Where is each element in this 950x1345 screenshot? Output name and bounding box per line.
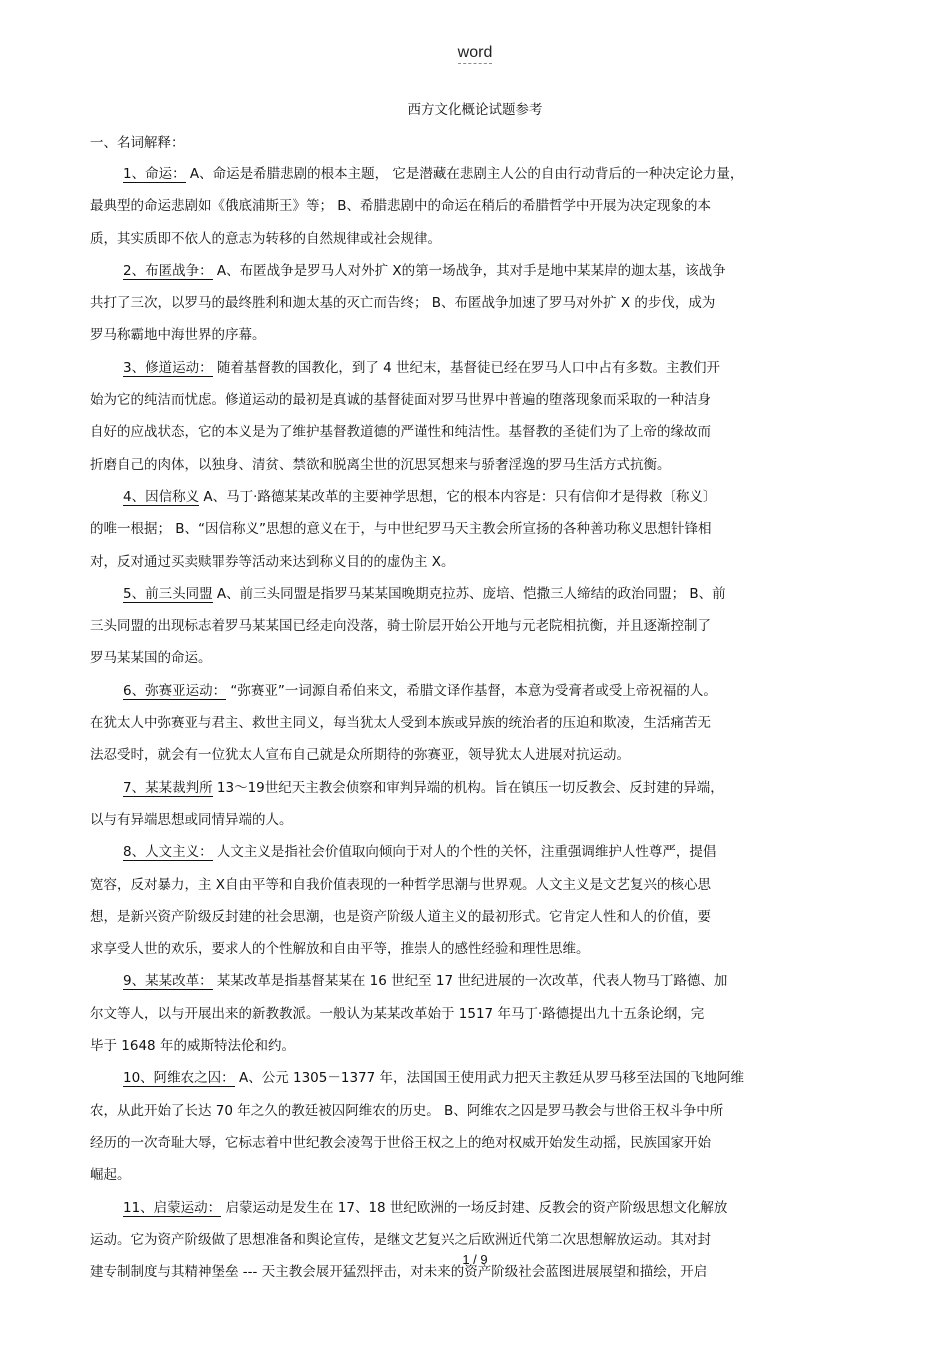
entry-line	[90, 869, 880, 901]
glossary-entry	[90, 481, 880, 578]
entry-text: 13～19世纪天主教会侦察和审判异端的机构。旨在镇压一切反教会、反封建的异端，	[212, 779, 724, 796]
entry-line	[90, 1127, 880, 1159]
entry-text: “弥赛亚”一词源自希伯来文，希腊文译作基督，本意为受膏者或受上帝祝福的人。	[226, 682, 717, 699]
entry-text: 崛起。	[90, 1167, 131, 1184]
entry-text: 尔文等人，以与开展出来的新教教派。一般认为某某改革始于 1517 年马丁·路德提出九十五条论纲，完	[90, 1005, 705, 1022]
entry-line	[90, 384, 880, 416]
entry-line	[90, 804, 880, 836]
entry-text: A、公元 1305－1377 年，法国国王使用武力把天主教廷从罗马移至法国的飞地阿维	[234, 1070, 745, 1087]
section-heading: 一、名词解释：	[90, 135, 185, 151]
entry-line	[90, 352, 880, 384]
glossary-entry	[90, 675, 880, 772]
glossary-entry	[90, 772, 880, 837]
entry-text: 人文主义是指社会价值取向倾向于对人的个性的关怀，注重强调维护人性尊严，提倡	[212, 844, 717, 861]
entry-line	[90, 578, 880, 610]
entry-line	[90, 416, 880, 448]
entry-line	[90, 1159, 880, 1191]
entry-line	[90, 1062, 880, 1094]
entry-line	[90, 933, 880, 965]
entry-text: 想，是新兴资产阶级反封建的社会思潮，也是资产阶级人道主义的最初形式。它肯定人性和人的价值，要	[90, 908, 711, 925]
entry-text: 罗马某某国的命运。	[90, 650, 212, 667]
entry-line	[90, 449, 880, 481]
entry-term: 6、弥赛亚运动：	[123, 682, 227, 699]
entry-line	[90, 1192, 880, 1224]
entry-text: 在犹太人中弥赛亚与君主、救世主同义，每当犹太人受到本族或异族的统治者的压迫和欺凌，生活痛苦无	[90, 715, 711, 732]
glossary-entry	[90, 255, 880, 352]
entry-text: A、布匿战争是罗马人对外扩 X的第一场战争，其对手是地中某某岸的迦太基，该战争	[212, 262, 726, 279]
entry-text: 以与有异端思想或同情异端的人。	[90, 811, 293, 828]
entry-line	[90, 836, 880, 868]
entry-text: 对，反对通过买卖赎罪券等活动来达到称义目的的虚伪主 X。	[90, 553, 455, 570]
entry-line	[90, 772, 880, 804]
entry-line	[90, 481, 880, 513]
entry-term: 3、修道运动：	[123, 359, 213, 376]
entry-text: 法忍受时，就会有一位犹太人宣布自己就是众所期待的弥赛亚，领导犹太人进展对抗运动。	[90, 747, 630, 764]
page-header: word	[0, 44, 950, 62]
entry-line	[90, 642, 880, 674]
entry-text: A、前三头同盟是指罗马某某国晚期克拉苏、庞培、恺撒三人缔结的政治同盟； B、前	[212, 585, 726, 602]
entry-text: 求享受人世的欢乐，要求人的个性解放和自由平等，推崇人的感性经验和理性思维。	[90, 941, 590, 958]
entry-term: 2、布匿战争：	[123, 262, 213, 279]
entry-text: 折磨自己的肉体，以独身、清贫、禁欲和脱离尘世的沉思冥想来与骄奢淫逸的罗马生活方式抗衡。	[90, 456, 671, 473]
entry-text: 经历的一次奇耻大辱，它标志着中世纪教会凌驾于世俗王权之上的绝对权威开始发生动摇，民族国家开始	[90, 1134, 711, 1151]
entry-text: A、马丁·路德某某改革的主要神学思想，它的根本内容是：只有信仰才是得救〔称义〕	[199, 488, 717, 505]
entry-text: 运动。它为资产阶级做了思想准备和舆论宣传，是继文艺复兴之后欧洲近代第二次思想解放运动。其对封	[90, 1231, 711, 1248]
entry-line	[90, 287, 880, 319]
entry-text: 的唯一根据； B、“因信称义”思想的意义在于，与中世纪罗马天主教会所宣扬的各种善功称义思想针锋相	[90, 521, 712, 538]
entry-line	[90, 1030, 880, 1062]
entry-text: 启蒙运动是发生在 17、18 世纪欧洲的一场反封建、反教会的资产阶级思想文化解放	[221, 1199, 728, 1216]
entry-term: 7、某某裁判所	[123, 779, 213, 796]
entry-text: 某某改革是指基督某某在 16 世纪至 17 世纪进展的一次改革，代表人物马丁路德、加	[212, 973, 728, 990]
entry-line	[90, 190, 880, 222]
page-number: 1 / 9	[462, 1252, 488, 1267]
entry-line	[90, 255, 880, 287]
entry-line	[90, 901, 880, 933]
entry-text: 自好的应战状态，它的本义是为了维护基督教道德的严谨性和纯洁性。基督教的圣徒们为了上帝的缘故而	[90, 424, 711, 441]
entry-text: 始为它的纯洁而忧虑。修道运动的最初是真诚的基督徒面对罗马世界中普遍的堕落现象而采取的一种洁身	[90, 392, 711, 409]
entry-text: 质，其实质即不依人的意志为转移的自然规律或社会规律。	[90, 230, 441, 247]
entry-line	[90, 610, 880, 642]
entry-text: 三头同盟的出现标志着罗马某某国已经走向没落，骑士阶层开始公开地与元老院相抗衡，并且逐渐控制了	[90, 618, 711, 635]
glossary-entry	[90, 578, 880, 675]
entry-line	[90, 223, 880, 255]
entry-line	[90, 1095, 880, 1127]
entry-line	[90, 158, 880, 190]
entry-line	[90, 319, 880, 351]
document-title: 西方文化概论试题参考	[407, 102, 543, 118]
glossary-entry	[90, 1192, 880, 1289]
entry-text: 宽容，反对暴力，主 X自由平等和自我价值表现的一种哲学思潮与世界观。人文主义是文艺复兴的核心思	[90, 876, 712, 893]
entry-term: 4、因信称义	[123, 488, 200, 505]
entry-text: 建专制制度与其精神堡垒 --- 天主教会展开猛烈抨击，对未来的资产阶级社会蓝图进展展望和描绘，开启	[90, 1264, 708, 1281]
document-body	[90, 158, 880, 1288]
entry-term: 8、人文主义：	[123, 844, 213, 861]
glossary-entry	[90, 965, 880, 1062]
entry-text: 最典型的命运悲剧如《俄底浦斯王》等； B、希腊悲剧中的命运在稍后的希腊哲学中开展为决定现象的本	[90, 198, 712, 215]
entry-line	[90, 965, 880, 997]
glossary-entry	[90, 352, 880, 481]
entry-text: 农，从此开始了长达 70 年之久的教廷被囚阿维农的历史。 B、阿维农之囚是罗马教会与世俗王权斗争中所	[90, 1102, 724, 1119]
entry-text: 罗马称霸地中海世界的序幕。	[90, 327, 266, 344]
entry-line	[90, 739, 880, 771]
glossary-entry	[90, 836, 880, 965]
entry-text: A、命运是希腊悲剧的根本主题， 它是潜藏在悲剧主人公的自由行动背后的一种决定论力量，	[185, 166, 744, 182]
entry-line	[90, 675, 880, 707]
entry-term: 11、启蒙运动：	[123, 1199, 222, 1216]
glossary-entry	[90, 158, 880, 255]
entry-term: 10、阿维农之囚：	[123, 1070, 235, 1087]
entry-line	[90, 707, 880, 739]
entry-term: 9、某某改革：	[123, 973, 213, 990]
entry-line	[90, 513, 880, 545]
entry-text: 共打了三次，以罗马的最终胜利和迦太基的灭亡而告终； B、布匿战争加速了罗马对外扩 X 的步伐，成为	[90, 295, 716, 312]
entry-text: 毕于 1648 年的威斯特法伦和约。	[90, 1038, 295, 1055]
entry-term: 1、命运：	[123, 166, 186, 182]
glossary-entry	[90, 1062, 880, 1191]
entry-line	[90, 546, 880, 578]
entry-text: 随着基督教的国教化，到了 4 世纪末，基督徒已经在罗马人口中占有多数。主教们开	[212, 359, 721, 376]
entry-term: 5、前三头同盟	[123, 585, 213, 602]
entry-line	[90, 998, 880, 1030]
